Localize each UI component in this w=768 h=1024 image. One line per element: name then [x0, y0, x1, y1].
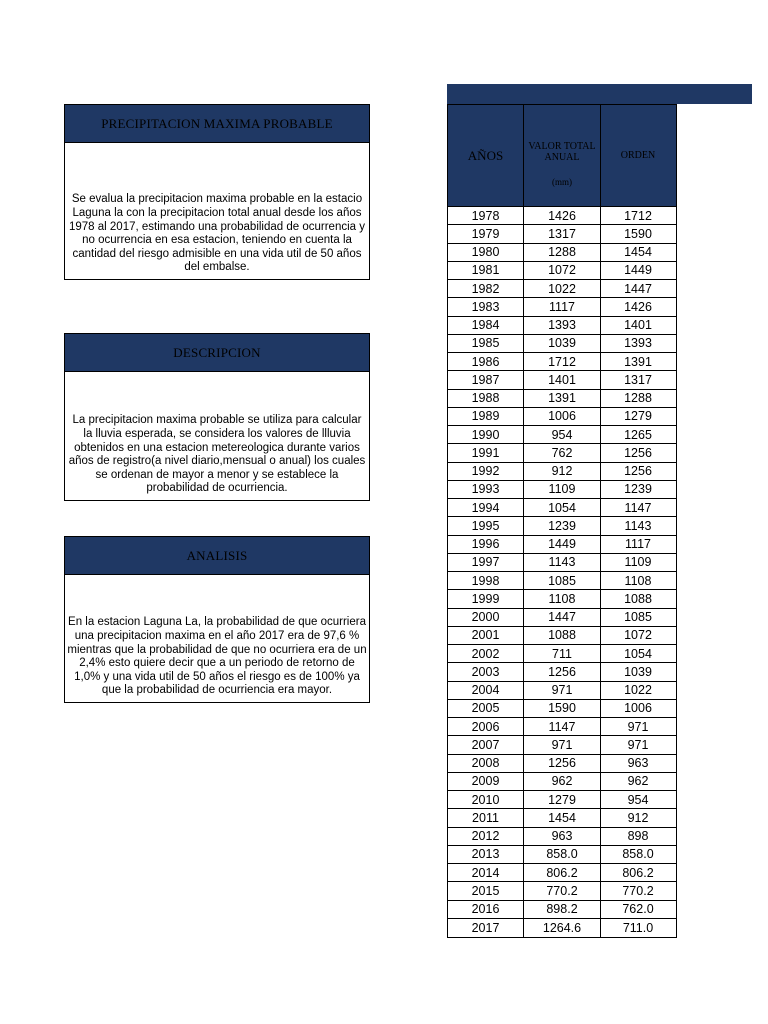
- cell-year: 1978: [448, 207, 524, 224]
- cell-order: 1109: [624, 555, 652, 570]
- cell-order: 1072: [624, 628, 652, 643]
- table-row: [448, 846, 676, 864]
- cell-year: 2012: [448, 828, 524, 845]
- cell-value: 806.2: [524, 864, 601, 881]
- panel-descripcion: [64, 333, 370, 501]
- data-table: [447, 104, 677, 938]
- cell-order: 1085: [624, 610, 652, 625]
- cell-order: 1288: [624, 391, 652, 406]
- panel-text: En la estacion Laguna La, la probabilidad de que ocurriera una precipitacion maxima en el año 2017 era de 97,6 % mientras que la probabilidad de que no ocurriera era de un 2,4% esto quiere decir que a un periodo de retorno de 1,0% y una vida util de 50 años el riesgo es de 100% ya que la probabilidad de ocurriencia era mayor.: [67, 616, 367, 697]
- cell-value: 1393: [524, 317, 601, 334]
- table-row: [448, 718, 676, 736]
- table-row: [448, 919, 676, 937]
- cell-value: 1088: [524, 627, 601, 644]
- table-row: [448, 682, 676, 700]
- cell-year: 2016: [448, 901, 524, 918]
- table-row: [448, 481, 676, 499]
- cell-year: 2001: [448, 627, 524, 644]
- cell-value: 1072: [524, 262, 601, 279]
- cell-year: 1996: [448, 536, 524, 553]
- cell-year: 2008: [448, 755, 524, 772]
- cell-year: 2014: [448, 864, 524, 881]
- cell-value: 1143: [524, 554, 601, 571]
- cell-value: 1085: [524, 572, 601, 589]
- table-row: [448, 536, 676, 554]
- cell-order: 1590: [624, 226, 652, 241]
- table-row: [448, 262, 676, 280]
- cell-year: 1995: [448, 517, 524, 534]
- cell-order: 1401: [624, 318, 652, 333]
- table-row: [448, 207, 676, 225]
- cell-value: 711: [524, 645, 601, 662]
- table-row: [448, 280, 676, 298]
- cell-order: 1039: [624, 664, 652, 679]
- cell-order: 1239: [624, 482, 652, 497]
- cell-value: 971: [524, 736, 601, 753]
- cell-order: 770.2: [622, 883, 654, 898]
- cell-order: 1426: [624, 299, 652, 314]
- cell-order: 806.2: [622, 865, 654, 880]
- cell-value: 898.2: [524, 901, 601, 918]
- cell-value: 1454: [524, 809, 601, 826]
- table-header: [448, 105, 676, 207]
- cell-year: 2007: [448, 736, 524, 753]
- cell-order: 971: [627, 737, 649, 752]
- cell-year: 2010: [448, 791, 524, 808]
- cell-order: 1391: [624, 354, 652, 369]
- cell-order: 1449: [624, 263, 652, 278]
- cell-year: 2004: [448, 682, 524, 699]
- cell-value: 954: [524, 426, 601, 443]
- cell-order: 971: [627, 719, 649, 734]
- table-row: [448, 882, 676, 900]
- table-row: [448, 499, 676, 517]
- table-row: [448, 663, 676, 681]
- column-header-years: AÑOS: [448, 105, 524, 206]
- table-row: [448, 864, 676, 882]
- cell-value: 1256: [524, 663, 601, 680]
- cell-year: 1986: [448, 353, 524, 370]
- cell-order: 1147: [624, 500, 652, 515]
- cell-value: 1006: [524, 408, 601, 425]
- panel-title: DESCRIPCION: [65, 334, 369, 372]
- table-row: [448, 645, 676, 663]
- cell-order: 1265: [624, 427, 652, 442]
- cell-order: 1393: [624, 336, 652, 351]
- table-row: [448, 773, 676, 791]
- cell-year: 2015: [448, 882, 524, 899]
- cell-value: 1022: [524, 280, 601, 297]
- panel-title: ANALISIS: [65, 537, 369, 575]
- cell-value: 1039: [524, 335, 601, 352]
- cell-order: 1256: [624, 464, 652, 479]
- cell-year: 2000: [448, 609, 524, 626]
- cell-year: 1981: [448, 262, 524, 279]
- cell-year: 1994: [448, 499, 524, 516]
- table-row: [448, 225, 676, 243]
- cell-value: 1712: [524, 353, 601, 370]
- cell-value: 1279: [524, 791, 601, 808]
- table-row: [448, 590, 676, 608]
- table-row: [448, 828, 676, 846]
- cell-year: 2002: [448, 645, 524, 662]
- cell-order: 1117: [625, 537, 651, 552]
- cell-year: 1983: [448, 298, 524, 315]
- cell-year: 1979: [448, 225, 524, 242]
- cell-year: 1980: [448, 244, 524, 261]
- cell-value: 1426: [524, 207, 601, 224]
- cell-value: 1288: [524, 244, 601, 261]
- cell-order: 1454: [624, 245, 652, 260]
- column-header-value-label: VALOR TOTAL ANUAL: [528, 141, 596, 163]
- cell-order: 1279: [624, 409, 652, 424]
- table-row: [448, 755, 676, 773]
- table-row: [448, 244, 676, 262]
- cell-order: 1054: [624, 646, 652, 661]
- column-header-order: ORDEN: [620, 150, 656, 161]
- cell-value: 1054: [524, 499, 601, 516]
- cell-year: 1997: [448, 554, 524, 571]
- cell-value: 963: [524, 828, 601, 845]
- table-row: [448, 444, 676, 462]
- cell-value: 1401: [524, 371, 601, 388]
- cell-order: 762.0: [622, 902, 654, 917]
- cell-value: 1109: [524, 481, 601, 498]
- cell-year: 1998: [448, 572, 524, 589]
- table-row: [448, 371, 676, 389]
- cell-order: 954: [627, 792, 649, 807]
- table-row: [448, 572, 676, 590]
- cell-year: 2003: [448, 663, 524, 680]
- cell-year: 2013: [448, 846, 524, 863]
- cell-order: 1006: [624, 701, 652, 716]
- cell-value: 971: [524, 682, 601, 699]
- cell-order: 1447: [624, 281, 652, 296]
- table-row: [448, 353, 676, 371]
- table-row: [448, 736, 676, 754]
- column-header-unit: (mm): [552, 177, 572, 187]
- panel-text: Se evalua la precipitacion maxima probable en la estacio Laguna la con la precipitacion total anual desde los años 1978 al 2017, estimando una probabilidad de ocurrencia y no ocurrencia en esa estacion, teniendo en cuenta la cantidad del riesgo admisible en una vida util de 50 años del embalse.: [68, 193, 365, 274]
- cell-year: 1993: [448, 481, 524, 498]
- table-row: [448, 390, 676, 408]
- table-row: [448, 317, 676, 335]
- cell-year: 1984: [448, 317, 524, 334]
- cell-order: 898: [627, 829, 649, 844]
- cell-value: 1117: [524, 298, 601, 315]
- table-row: [448, 627, 676, 645]
- panel-text: La precipitacion maxima probable se utiliza para calcular la lluvia esperada, se considera los valores de llluvia obtenidos en una estacion metereologica durante varios años de registro(a nivel diario,mensual o anual) los cuales se ordenan de mayor a menor y se establece la probabilidad de ocurriencia.: [68, 414, 366, 495]
- cell-value: 1317: [524, 225, 601, 242]
- table-row: [448, 463, 676, 481]
- cell-order: 912: [627, 810, 649, 825]
- cell-order: 1143: [624, 518, 652, 533]
- cell-year: 2011: [448, 809, 524, 826]
- cell-order: 1256: [624, 445, 652, 460]
- table-row: [448, 554, 676, 572]
- cell-order: 1712: [624, 208, 652, 223]
- cell-value: 1256: [524, 755, 601, 772]
- cell-value: 1147: [524, 718, 601, 735]
- column-header-value: [524, 105, 601, 206]
- table-row: [448, 517, 676, 535]
- cell-value: 762: [524, 444, 601, 461]
- cell-year: 2006: [448, 718, 524, 735]
- cell-year: 1999: [448, 590, 524, 607]
- cell-year: 1982: [448, 280, 524, 297]
- table-row: [448, 700, 676, 718]
- cell-value: 962: [524, 773, 601, 790]
- header-band: [447, 84, 752, 104]
- cell-value: 1590: [524, 700, 601, 717]
- cell-year: 2005: [448, 700, 524, 717]
- table-row: [448, 298, 676, 316]
- cell-value: 1391: [524, 390, 601, 407]
- table-row: [448, 426, 676, 444]
- cell-order: 962: [627, 774, 649, 789]
- cell-order: 1088: [624, 591, 652, 606]
- panel-analisis: [64, 536, 370, 703]
- table-row: [448, 791, 676, 809]
- panel-title: PRECIPITACION MAXIMA PROBABLE: [65, 105, 369, 143]
- cell-year: 2009: [448, 773, 524, 790]
- cell-year: 1991: [448, 444, 524, 461]
- cell-value: 912: [524, 463, 601, 480]
- cell-order: 963: [627, 756, 649, 771]
- cell-year: 1989: [448, 408, 524, 425]
- cell-value: 1447: [524, 609, 601, 626]
- cell-year: 2017: [448, 919, 524, 937]
- cell-order: 858.0: [622, 847, 654, 862]
- table-row: [448, 901, 676, 919]
- table-row: [448, 408, 676, 426]
- cell-value: 1264.6: [524, 919, 601, 937]
- cell-year: 1988: [448, 390, 524, 407]
- cell-value: 1449: [524, 536, 601, 553]
- cell-order: 1108: [624, 573, 652, 588]
- cell-value: 858.0: [524, 846, 601, 863]
- cell-value: 1108: [524, 590, 601, 607]
- cell-year: 1985: [448, 335, 524, 352]
- cell-order: 1317: [624, 372, 652, 387]
- cell-order: 711.0: [622, 920, 654, 935]
- cell-value: 1239: [524, 517, 601, 534]
- cell-year: 1992: [448, 463, 524, 480]
- table-body: [448, 207, 676, 937]
- cell-year: 1987: [448, 371, 524, 388]
- table-row: [448, 335, 676, 353]
- table-row: [448, 809, 676, 827]
- table-row: [448, 609, 676, 627]
- cell-value: 770.2: [524, 882, 601, 899]
- panel-precipitacion: [64, 104, 370, 280]
- cell-order: 1022: [624, 683, 652, 698]
- cell-year: 1990: [448, 426, 524, 443]
